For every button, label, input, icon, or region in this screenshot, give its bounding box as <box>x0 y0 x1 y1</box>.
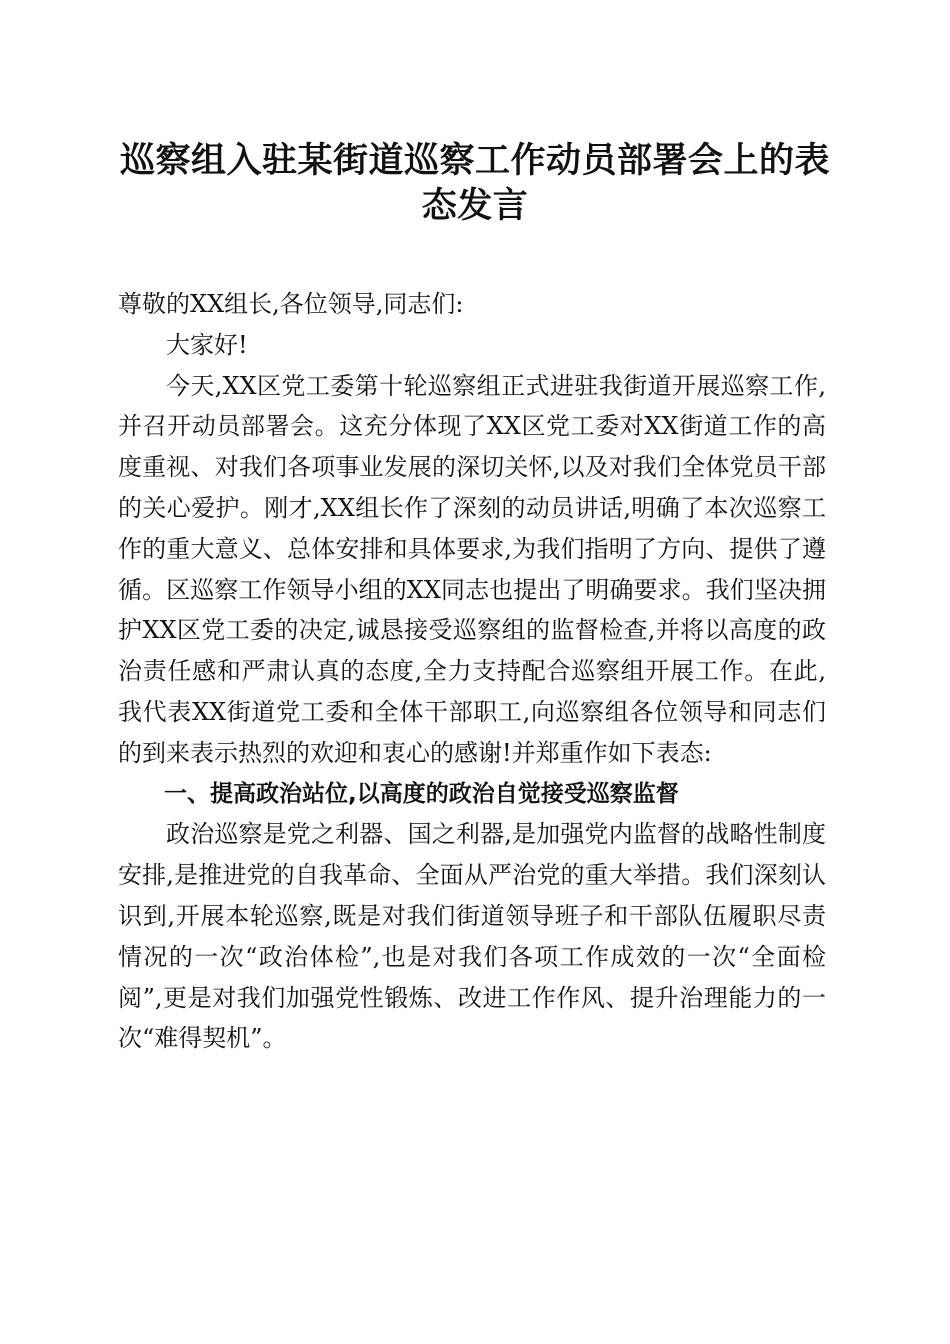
section-paragraph: 政治巡察是党之利器、国之利器,是加强党内监督的战略性制度安排,是推进党的自我革命、全面从严治党的重大举措。我们深刻认识到,开展本轮巡察,既是对我们街道领导班子和干部队伍履职尽责情况的一次“政治体检”,也是对我们各项工作成效的一次“全面检阅”,更是对我们加强党性锻炼、改进工作作风、提升治理能力的一次“难得契机”。 <box>118 820 826 1053</box>
greeting: 大家好! <box>166 330 248 359</box>
salutation: 尊敬的XX组长,各位领导,同志们: <box>118 290 464 318</box>
intro-paragraph: 今天,XX区党工委第十轮巡察组正式进驻我街道开展巡察工作,并召开动员部署会。这充分体现了XX区党工委对XX街道工作的高度重视、对我们各项事业发展的深切关怀,以及对我们全体党员干部的关心爱护。刚才,XX组长作了深刻的动员讲话,明确了本次巡察工作的重大意义、总体安排和具体要求,为我们指明了方向、提供了遵循。区巡察工作领导小组的XX同志也提出了明确要求。我们坚决拥护XX区党工委的决定,诚恳接受巡察组的监督检查,并将以高度的政治责任感和严肃认真的态度,全力支持配合巡察组开展工作。在此,我代表XX街道党工委和全体干部职工,向巡察组各位领导和同志们的到来表示热烈的欢迎和衷心的感谢!并郑重作如下表态: <box>118 371 826 767</box>
document-body <box>118 284 826 1059</box>
section-heading: 一、提高政治站位,以高度的政治自觉接受巡察监督 <box>164 780 679 807</box>
document-title: 巡察组入驻某街道巡察工作动员部署会上的表态发言 <box>119 140 830 226</box>
